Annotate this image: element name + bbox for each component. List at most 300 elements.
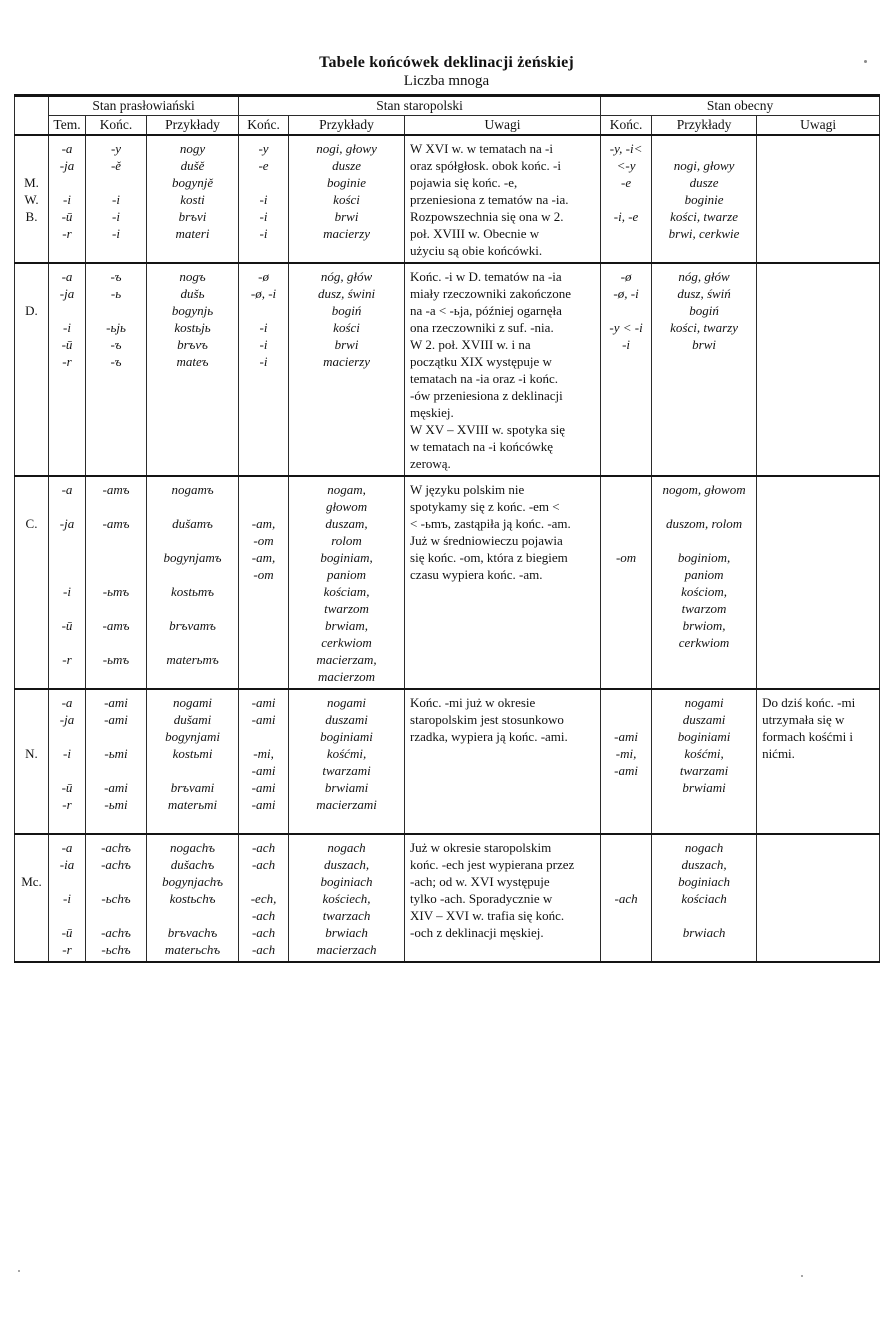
cell-line bbox=[88, 387, 144, 404]
cell-line: brwiami bbox=[324, 780, 369, 795]
cell-line bbox=[241, 634, 286, 651]
cell-line: -i bbox=[622, 337, 631, 352]
cell-przyk-ob bbox=[652, 135, 757, 263]
cell-line bbox=[654, 796, 754, 813]
cell-line: nogami bbox=[684, 695, 724, 710]
cell-line bbox=[759, 191, 877, 208]
cell-line bbox=[51, 438, 83, 455]
cell-line bbox=[149, 242, 236, 259]
cell-line: kości, twarzy bbox=[670, 320, 738, 335]
cell-line: -ьmъ bbox=[102, 652, 130, 667]
cell-line: -ech, bbox=[250, 891, 277, 906]
cell-line: pojawia się końc. -e, bbox=[410, 175, 518, 190]
cell-line bbox=[88, 242, 144, 259]
cell-line: dušě bbox=[180, 158, 205, 173]
cell-line: macierzam, bbox=[316, 652, 377, 667]
cell-line bbox=[759, 600, 877, 617]
cell-line bbox=[241, 651, 286, 668]
cell-line bbox=[88, 873, 144, 890]
cell-line: macierzach bbox=[316, 942, 377, 957]
cell-line bbox=[603, 796, 649, 813]
cell-przyk-st bbox=[289, 135, 405, 263]
cell-line: -ъ bbox=[110, 354, 122, 369]
cell-line: -achъ bbox=[101, 925, 131, 940]
cell-line bbox=[291, 242, 402, 259]
cell-line: -i, -e bbox=[613, 209, 639, 224]
cell-konc-ps bbox=[86, 263, 147, 476]
cell-line: -ami bbox=[104, 695, 128, 710]
cell-line: duszami bbox=[325, 712, 368, 727]
cell-konc-ob bbox=[601, 135, 652, 263]
cell-line bbox=[17, 762, 46, 779]
cell-line bbox=[17, 566, 46, 583]
cell-line bbox=[407, 583, 598, 600]
cell-line: -och z deklinacji męskiej. bbox=[410, 925, 544, 940]
group-stan-obecny: Stan obecny bbox=[601, 96, 880, 116]
cell-line: boginiami bbox=[677, 729, 731, 744]
cell-line bbox=[17, 353, 46, 370]
cell-uwagi-st bbox=[405, 263, 601, 476]
cell-line: -ьjь bbox=[106, 320, 126, 335]
cell-line bbox=[759, 668, 877, 685]
cell-line: brъvi bbox=[178, 209, 207, 224]
cell-line: -ami bbox=[614, 763, 638, 778]
cell-line: głowom bbox=[325, 499, 368, 514]
cell-line bbox=[603, 583, 649, 600]
cell-line bbox=[88, 549, 144, 566]
cell-line: spotykamy się z końc. -em < bbox=[410, 499, 560, 514]
cell-line: -ø bbox=[258, 269, 269, 284]
cell-line: <-y bbox=[616, 158, 636, 173]
cell-line: B. bbox=[25, 209, 38, 224]
cell-line bbox=[51, 302, 83, 319]
cell-line: -r bbox=[62, 942, 72, 957]
cell-line bbox=[88, 421, 144, 438]
cell-line bbox=[759, 796, 877, 813]
cell-line: -ami bbox=[251, 797, 276, 812]
cell-line bbox=[17, 890, 46, 907]
cell-przyk-ps bbox=[147, 476, 239, 689]
cell-line bbox=[603, 387, 649, 404]
cell-line: -am, bbox=[251, 516, 276, 531]
cell-line bbox=[17, 336, 46, 353]
cell-line: twarzami bbox=[679, 763, 729, 778]
cell-line: -i bbox=[63, 891, 71, 906]
cell-line: D. bbox=[25, 303, 38, 318]
cell-line: kościach bbox=[681, 891, 727, 906]
cell-line: materьchъ bbox=[164, 942, 221, 957]
cell-line: -ū bbox=[61, 337, 73, 352]
cell-uwagi-ob bbox=[757, 476, 880, 689]
cell-line bbox=[149, 668, 236, 685]
cell-line bbox=[51, 387, 83, 404]
cell-line bbox=[759, 532, 877, 549]
cell-line bbox=[603, 566, 649, 583]
cell-line: duszam, bbox=[325, 516, 368, 531]
cell-line: -ami bbox=[104, 780, 128, 795]
cell-line bbox=[149, 421, 236, 438]
cell-line: -amъ bbox=[102, 618, 130, 633]
cell-line bbox=[149, 498, 236, 515]
cell-line bbox=[149, 455, 236, 472]
cell-line bbox=[759, 762, 877, 779]
cell-line bbox=[407, 796, 598, 813]
cell-line: kości bbox=[333, 192, 360, 207]
cell-line: zerową. bbox=[410, 456, 451, 471]
cell-label bbox=[15, 135, 49, 263]
cell-line bbox=[759, 302, 877, 319]
cell-line bbox=[88, 762, 144, 779]
cell-line: brwi bbox=[334, 337, 359, 352]
cell-line bbox=[17, 634, 46, 651]
cell-line: rzadka, wypiera ją końc. -ami. bbox=[410, 729, 568, 744]
cell-line: tylko -ach. Sporadycznie w bbox=[410, 891, 553, 906]
cell-line: bogynjě bbox=[171, 175, 214, 190]
cell-line bbox=[603, 873, 649, 890]
cell-line bbox=[407, 813, 598, 830]
cell-line bbox=[654, 140, 754, 157]
cell-line bbox=[51, 455, 83, 472]
cell-line bbox=[241, 873, 286, 890]
cell-line bbox=[603, 302, 649, 319]
cell-line: tematach na -ia oraz -i końc. bbox=[410, 371, 559, 386]
cell-line: -a bbox=[61, 269, 73, 284]
cell-line bbox=[654, 242, 754, 259]
cell-label bbox=[15, 834, 49, 962]
cell-line bbox=[241, 404, 286, 421]
cell-label bbox=[15, 263, 49, 476]
cell-line bbox=[759, 421, 877, 438]
cell-line bbox=[759, 839, 877, 856]
cell-line: N. bbox=[25, 746, 38, 761]
cell-line bbox=[407, 634, 598, 651]
cell-uwagi-ob bbox=[757, 689, 880, 834]
cell-line: macierzom bbox=[318, 669, 376, 684]
cell-line bbox=[603, 694, 649, 711]
cell-line: oraz spółgłosk. obok końc. -i bbox=[410, 158, 561, 173]
cell-line: -achъ bbox=[101, 857, 131, 872]
cell-line: bogynjь bbox=[171, 303, 214, 318]
cell-line: na -a < -ьja, później ogarnęła bbox=[410, 303, 562, 318]
cell-line: < -ьmъ, zastąpiła ją końc. -am. bbox=[410, 516, 571, 531]
cell-line: nogom, głowom bbox=[662, 482, 746, 497]
cell-line bbox=[759, 779, 877, 796]
cell-line: -ьmi bbox=[104, 797, 128, 812]
cell-line: -ami bbox=[251, 763, 276, 778]
cell-line: brwiami bbox=[682, 780, 726, 795]
cell-line bbox=[17, 370, 46, 387]
cell-line: -a bbox=[61, 482, 73, 497]
cell-line bbox=[17, 498, 46, 515]
cell-line: twarzach bbox=[322, 908, 371, 923]
cell-line: brъvamъ bbox=[169, 618, 216, 633]
cell-line bbox=[759, 583, 877, 600]
cell-line bbox=[51, 498, 83, 515]
cell-line: nogi, głowy bbox=[316, 141, 377, 156]
cell-line bbox=[759, 813, 877, 830]
cell-line bbox=[603, 600, 649, 617]
cell-line: -ø, -i bbox=[250, 286, 277, 301]
cell-line bbox=[51, 404, 83, 421]
cell-line: materi bbox=[175, 226, 210, 241]
cell-line: Do dziś końc. -mi bbox=[762, 695, 856, 710]
cell-line: bogynjamъ bbox=[163, 550, 222, 565]
cell-line: -ьchъ bbox=[101, 942, 131, 957]
cell-line bbox=[17, 404, 46, 421]
cell-line bbox=[603, 498, 649, 515]
scan-speck bbox=[801, 1275, 803, 1277]
cell-konc-st bbox=[239, 689, 289, 834]
cell-line bbox=[407, 941, 598, 958]
cell-line bbox=[17, 796, 46, 813]
cell-line bbox=[17, 157, 46, 174]
cell-uwagi-ob bbox=[757, 135, 880, 263]
cell-przyk-ps bbox=[147, 135, 239, 263]
cell-line: -ja bbox=[59, 516, 75, 531]
cell-tem bbox=[49, 834, 86, 962]
cell-line bbox=[759, 208, 877, 225]
cell-line bbox=[759, 387, 877, 404]
cell-line bbox=[603, 941, 649, 958]
cell-line: dušami bbox=[173, 712, 212, 727]
cell-line: nóg, głów bbox=[320, 269, 373, 284]
cell-line: nogach bbox=[684, 840, 724, 855]
cell-line bbox=[17, 583, 46, 600]
cell-line: -i bbox=[112, 192, 120, 207]
table-row bbox=[15, 263, 880, 476]
cell-line bbox=[17, 421, 46, 438]
cell-line bbox=[407, 600, 598, 617]
table-row bbox=[15, 135, 880, 263]
group-stan-staropolski: Stan staropolski bbox=[239, 96, 601, 116]
cell-line bbox=[603, 907, 649, 924]
cell-line: -i bbox=[259, 192, 268, 207]
cell-line bbox=[149, 438, 236, 455]
cell-line bbox=[51, 634, 83, 651]
cell-line: W. bbox=[24, 192, 39, 207]
scan-speck bbox=[864, 60, 867, 63]
cell-line bbox=[759, 268, 877, 285]
cell-line bbox=[17, 941, 46, 958]
cell-line bbox=[51, 566, 83, 583]
cell-line bbox=[88, 600, 144, 617]
cell-line bbox=[759, 634, 877, 651]
cell-line bbox=[88, 532, 144, 549]
cell-line: nogach bbox=[327, 840, 366, 855]
cell-line bbox=[291, 404, 402, 421]
cell-line: boginie bbox=[327, 175, 367, 190]
col-uwagi-ob: Uwagi bbox=[757, 116, 880, 136]
cell-line: paniom bbox=[684, 567, 724, 582]
cell-line bbox=[17, 856, 46, 873]
cell-line: cerkwiom bbox=[321, 635, 372, 650]
cell-line bbox=[759, 856, 877, 873]
cell-line bbox=[51, 174, 83, 191]
group-header-row bbox=[15, 96, 880, 116]
cell-line: -i bbox=[259, 226, 268, 241]
cell-line: macierzami bbox=[316, 797, 377, 812]
cell-line bbox=[654, 353, 754, 370]
cell-line bbox=[241, 455, 286, 472]
cell-line: utrzymała się w bbox=[762, 712, 845, 727]
cell-line: XIV – XVI w. trafia się końc. bbox=[410, 908, 565, 923]
cell-line: -i bbox=[63, 192, 71, 207]
cell-line: -y < -i bbox=[609, 320, 643, 335]
cell-line bbox=[241, 600, 286, 617]
cell-line bbox=[291, 455, 402, 472]
cell-line: duszach, bbox=[681, 857, 727, 872]
cell-line: końc. -ech jest wypierana przez bbox=[410, 857, 575, 872]
cell-line: brъvachъ bbox=[167, 925, 218, 940]
cell-line: -ьchъ bbox=[101, 891, 131, 906]
cell-line bbox=[603, 455, 649, 472]
cell-line bbox=[603, 225, 649, 242]
table-row bbox=[15, 476, 880, 689]
cell-line: -mi, bbox=[253, 746, 274, 761]
cell-line bbox=[603, 924, 649, 941]
cell-line: czasu wypiera końc. -am. bbox=[410, 567, 543, 582]
cell-line: W XVI w. w tematach na -i bbox=[410, 141, 553, 156]
cell-line bbox=[88, 455, 144, 472]
cell-line bbox=[88, 813, 144, 830]
cell-line: -ьmъ bbox=[102, 584, 130, 599]
cell-line bbox=[17, 455, 46, 472]
cell-przyk-st bbox=[289, 476, 405, 689]
cell-line bbox=[17, 319, 46, 336]
cell-line: dušь bbox=[180, 286, 205, 301]
cell-line: -i bbox=[259, 209, 268, 224]
cell-line: -i bbox=[112, 226, 120, 241]
cell-line bbox=[241, 668, 286, 685]
cell-przyk-ps bbox=[147, 834, 239, 962]
cell-line bbox=[654, 813, 754, 830]
cell-line bbox=[603, 353, 649, 370]
cell-line: -ū bbox=[61, 925, 73, 940]
cell-line: -mi, bbox=[615, 746, 637, 761]
cell-line: -ami bbox=[251, 695, 276, 710]
cell-line bbox=[241, 481, 286, 498]
cell-line: boginiach bbox=[320, 874, 373, 889]
cell-line bbox=[88, 634, 144, 651]
cell-line bbox=[654, 455, 754, 472]
cell-label bbox=[15, 476, 49, 689]
cell-line: -ja bbox=[59, 158, 75, 173]
cell-line: -ach bbox=[251, 942, 276, 957]
cell-line: brъvъ bbox=[177, 337, 208, 352]
cell-line bbox=[17, 907, 46, 924]
cell-line: -r bbox=[62, 652, 72, 667]
cell-line bbox=[241, 813, 286, 830]
cell-line bbox=[291, 421, 402, 438]
cell-line bbox=[149, 762, 236, 779]
cell-line: mateъ bbox=[176, 354, 209, 369]
cell-line: boginie bbox=[684, 192, 724, 207]
cell-line bbox=[241, 242, 286, 259]
cell-line: dušachъ bbox=[170, 857, 215, 872]
cell-line: macierzy bbox=[323, 226, 370, 241]
declension-table bbox=[14, 94, 880, 963]
cell-line: -om bbox=[253, 567, 274, 582]
cell-konc-ob bbox=[601, 834, 652, 962]
cell-line bbox=[654, 387, 754, 404]
cell-line bbox=[654, 498, 754, 515]
cell-line: rolom bbox=[331, 533, 362, 548]
cell-line bbox=[51, 242, 83, 259]
cell-line bbox=[654, 941, 754, 958]
cell-line: nogi, głowy bbox=[673, 158, 735, 173]
cell-line: kościam, bbox=[323, 584, 370, 599]
cell-line: -ach bbox=[251, 908, 276, 923]
cell-line bbox=[17, 779, 46, 796]
cell-konc-st bbox=[239, 476, 289, 689]
cell-line: -ja bbox=[59, 712, 75, 727]
cell-uwagi-ob bbox=[757, 263, 880, 476]
cell-line bbox=[759, 924, 877, 941]
cell-line: -ach bbox=[251, 857, 276, 872]
cell-konc-ps bbox=[86, 476, 147, 689]
cell-line bbox=[603, 617, 649, 634]
cell-line: dušamъ bbox=[172, 516, 213, 531]
cell-line: -om bbox=[615, 550, 637, 565]
cell-line bbox=[149, 566, 236, 583]
cell-line: -e bbox=[258, 158, 269, 173]
cell-line bbox=[759, 174, 877, 191]
cell-line: bogiń bbox=[689, 303, 719, 318]
cell-line bbox=[17, 140, 46, 157]
cell-line: cerkwiom bbox=[678, 635, 730, 650]
cell-line: twarzom bbox=[681, 601, 727, 616]
cell-line: nóg, głów bbox=[678, 269, 730, 284]
cell-line: -i bbox=[259, 354, 268, 369]
cell-line: -ě bbox=[110, 158, 122, 173]
cell-line bbox=[603, 651, 649, 668]
cell-line bbox=[759, 157, 877, 174]
cell-line bbox=[407, 779, 598, 796]
cell-tem bbox=[49, 263, 86, 476]
cell-line: -om bbox=[253, 533, 274, 548]
cell-line: kosti bbox=[180, 192, 205, 207]
cell-line: brwi, cerkwie bbox=[668, 226, 740, 241]
cell-line bbox=[17, 668, 46, 685]
cell-line bbox=[407, 617, 598, 634]
cell-line: -a bbox=[61, 695, 73, 710]
cell-line bbox=[17, 225, 46, 242]
cell-przyk-ps bbox=[147, 263, 239, 476]
cell-konc-ob bbox=[601, 476, 652, 689]
cell-line: Końc. -i w D. tematów na -ia bbox=[410, 269, 562, 284]
cell-line: brwi bbox=[334, 209, 359, 224]
cell-line: kości, twarze bbox=[670, 209, 738, 224]
cell-line bbox=[407, 651, 598, 668]
cell-line bbox=[17, 242, 46, 259]
cell-line: przeniesiona z tematów na -ia. bbox=[410, 192, 569, 207]
cell-line bbox=[603, 191, 649, 208]
cell-line: kostьmъ bbox=[171, 584, 215, 599]
cell-line bbox=[88, 302, 144, 319]
cell-line bbox=[291, 387, 402, 404]
cell-line: brwiam, bbox=[325, 618, 369, 633]
cell-line bbox=[17, 532, 46, 549]
cell-line bbox=[603, 779, 649, 796]
cell-line: kości bbox=[333, 320, 360, 335]
cell-line bbox=[88, 907, 144, 924]
cell-line: -i bbox=[63, 584, 71, 599]
cell-line: -ja bbox=[59, 286, 75, 301]
cell-line bbox=[759, 566, 877, 583]
cell-line bbox=[149, 813, 236, 830]
cell-line bbox=[17, 651, 46, 668]
cell-line bbox=[654, 404, 754, 421]
